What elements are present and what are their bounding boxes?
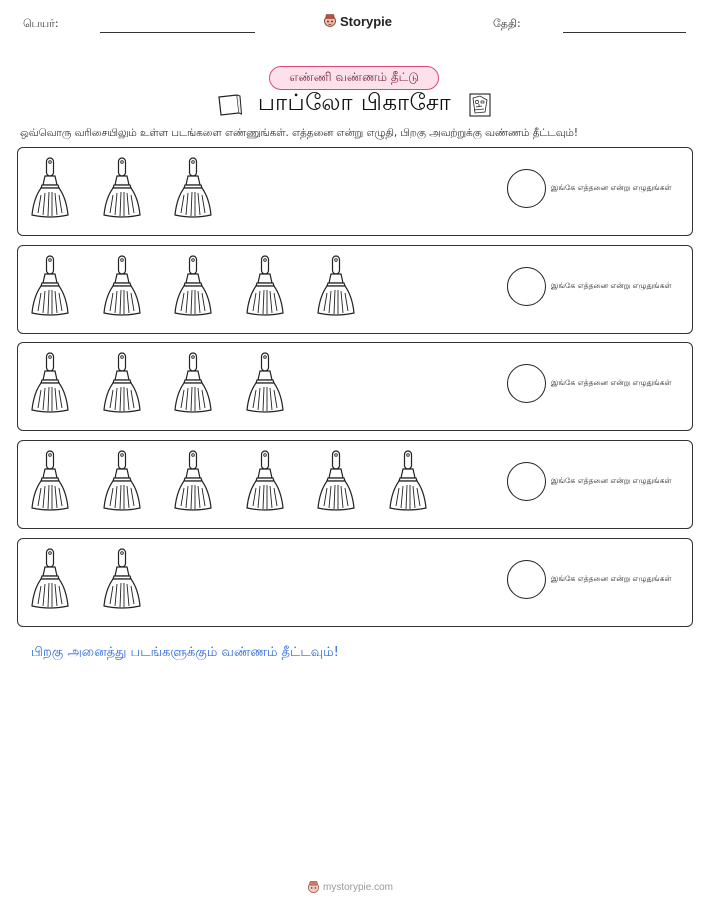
answer-circle[interactable] — [507, 169, 546, 208]
answer-circle[interactable] — [507, 267, 546, 306]
paintbrush-icon — [173, 157, 213, 219]
storypie-mascot-icon — [323, 13, 337, 29]
paintbrush-icon — [316, 450, 356, 512]
name-line — [100, 32, 255, 33]
date-label: தேதி: — [493, 17, 521, 30]
paintbrush-icon — [102, 450, 142, 512]
paintbrush-icon — [30, 352, 70, 414]
paintbrush-icon — [102, 157, 142, 219]
counting-row — [17, 342, 693, 431]
activity-badge: எண்ணி வண்ணம் தீட்டு — [269, 66, 439, 90]
counting-row — [17, 147, 693, 236]
counting-row — [17, 245, 693, 334]
page-title: பாப்லோ பிகாசோ — [257, 90, 452, 116]
paintbrush-icon — [173, 450, 213, 512]
paintbrush-icon — [173, 255, 213, 317]
answer-hint: இங்கே எத்தனை என்று எழுதுங்கள் — [551, 378, 672, 387]
paintbrush-icon — [245, 450, 285, 512]
counting-row — [17, 440, 693, 529]
answer-hint: இங்கே எத்தனை என்று எழுதுங்கள் — [551, 574, 672, 583]
title-row — [0, 90, 709, 119]
answer-hint: இங்கே எத்தனை என்று எழுதுங்கள் — [551, 281, 672, 290]
paintbrush-icon — [173, 352, 213, 414]
canvas-icon — [216, 93, 242, 117]
paintbrush-icon — [388, 450, 428, 512]
paintbrush-icon — [30, 157, 70, 219]
paintbrush-icon — [30, 450, 70, 512]
paintbrush-icon — [245, 255, 285, 317]
site-footer — [307, 880, 393, 895]
date-line — [563, 32, 686, 33]
paintbrush-icon — [102, 548, 142, 610]
storypie-mascot-icon — [307, 880, 320, 895]
paintbrush-icon — [102, 255, 142, 317]
paintbrush-icon — [30, 255, 70, 317]
instructions: ஒவ்வொரு வரிசையிலும் உள்ள படங்களை எண்ணுங்கள். எத்தனை என்று எழுதி, பிறகு அவற்றுக்கு வண்ணம் தீட்டவும்! — [20, 127, 578, 139]
answer-circle[interactable] — [507, 462, 546, 501]
paintbrush-icon — [316, 255, 356, 317]
answer-hint: இங்கே எத்தனை என்று எழுதுங்கள் — [551, 183, 672, 192]
answer-circle[interactable] — [507, 560, 546, 599]
site-url: mystorypie.com — [323, 882, 394, 893]
counting-row — [17, 538, 693, 627]
brand-name: Storypie — [340, 13, 393, 29]
paintbrush-icon — [245, 352, 285, 414]
answer-hint: இங்கே எத்தனை என்று எழுதுங்கள் — [551, 476, 672, 485]
color-all-note: பிறகு அனைத்து படங்களுக்கும் வண்ணம் தீட்டவும்! — [31, 645, 339, 660]
paintbrush-icon — [102, 352, 142, 414]
answer-circle[interactable] — [507, 364, 546, 403]
paintbrush-icon — [30, 548, 70, 610]
brand-logo — [323, 13, 392, 29]
name-label: பெயர்: — [23, 17, 59, 30]
cubist-portrait-icon — [467, 92, 493, 118]
